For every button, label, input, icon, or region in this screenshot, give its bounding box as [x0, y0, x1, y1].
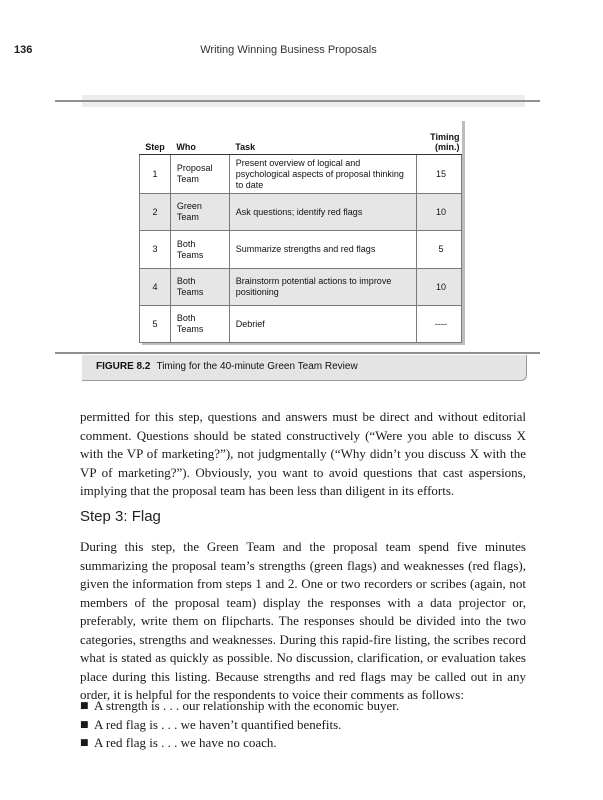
header-timing	[417, 121, 462, 155]
header-step: Step	[140, 121, 171, 155]
caption-text	[96, 361, 358, 372]
square-bullet-icon: ■	[80, 719, 89, 730]
bullet-list	[80, 697, 526, 753]
cell-who	[170, 306, 229, 343]
cell-who-line2: Teams	[176, 287, 204, 297]
figure-title: Timing for the 40-minute Green Team Review	[156, 361, 358, 372]
cell-task: Ask questions; identify red flags	[229, 194, 416, 231]
page-number: 136	[14, 44, 33, 56]
cell-who	[170, 231, 229, 269]
list-item-text: A red flag is . . . we haven’t quantified benefits.	[94, 716, 342, 732]
cell-who-line1: Both	[176, 238, 196, 249]
body-paragraph-2: During this step, the Green Team and the proposal team spend five minutes summarizing the proposal team’s strengths (green flags) and weaknesses (red flags), given the information from steps 1 and 2. One or two recorders or scribes (again, not members of the proposal team) display the responses with a data projector or, preferably, write them on flipcharts. The responses should be divided into the two categories, strengths and weaknesses. During this rapid-fire listing, the scribes record what is stated as quickly as possible. No discussion, clarification, or evaluation takes place during this listing. Because strengths and red flags may be called out in any order, it is helpful for the respondents to voice their comments as follows:	[80, 539, 526, 702]
running-head	[14, 44, 563, 60]
table-row	[140, 306, 462, 343]
cell-who-line1: Green	[176, 201, 202, 211]
list-item	[80, 697, 526, 716]
header-timing-line2: (min.)	[435, 142, 460, 152]
cell-who-line1: Both	[176, 313, 196, 323]
list-item-text: A red flag is . . . we have no coach.	[94, 735, 277, 750]
book-title: Writing Winning Business Proposals	[200, 44, 377, 56]
figure-label: FIGURE 8.2	[96, 361, 151, 372]
cell-who-line2: Team	[176, 212, 199, 222]
timing-table-wrapper	[139, 121, 462, 343]
timing-table	[139, 121, 462, 343]
cell-step: 3	[140, 231, 171, 269]
figure-top-rule	[55, 100, 540, 102]
list-item	[80, 734, 526, 753]
list-item	[80, 716, 526, 735]
square-bullet-icon: ■	[80, 738, 89, 748]
cell-who-line2: Teams	[176, 249, 204, 260]
cell-who	[170, 155, 229, 194]
body-paragraph-1: permitted for this step, questions and answers must be direct and without editorial comment. Questions should be stated constructively (“Were you able to discuss X with the VP of marketing?”), not judgmentally (“Why didn’t you discuss X with the VP of marketing?”). Obviously, you want to avoid questions that cast aspersions, implying that the proposal team has been less than diligent in its efforts.	[80, 409, 526, 498]
cell-timing: 10	[417, 269, 462, 306]
cell-step: 2	[140, 194, 171, 231]
cell-task: Summarize strengths and red flags	[229, 231, 416, 269]
section-heading: Step 3: Flag	[80, 508, 161, 525]
cell-timing: 5	[417, 231, 462, 269]
cell-who-line2: Team	[176, 174, 199, 184]
cell-task: Debrief	[229, 306, 416, 343]
cell-step: 5	[140, 306, 171, 343]
cell-step: 4	[140, 269, 171, 306]
table-header-row	[140, 121, 462, 155]
cell-who-line2: Teams	[176, 324, 204, 334]
cell-task: Brainstorm potential actions to improve positioning	[229, 269, 416, 306]
cell-timing: ----	[417, 306, 462, 343]
cell-timing: 10	[417, 194, 462, 231]
cell-who-line1: Proposal	[176, 163, 213, 173]
cell-timing: 15	[417, 155, 462, 194]
table-row	[140, 194, 462, 231]
table-row	[140, 269, 462, 306]
figure-caption	[82, 355, 527, 381]
header-task: Task	[229, 121, 416, 155]
cell-task: Present overview of logical and psychological aspects of proposal thinking to date	[229, 155, 416, 194]
cell-who-line1: Both	[176, 276, 196, 286]
table-row	[140, 231, 462, 269]
table-row	[140, 155, 462, 194]
list-item-text: A strength is . . . our relationship with the economic buyer.	[94, 698, 400, 713]
header-who: Who	[170, 121, 229, 155]
square-bullet-icon: ■	[80, 701, 89, 711]
cell-who	[170, 269, 229, 306]
caption-rule	[55, 352, 540, 354]
cell-step: 1	[140, 155, 171, 194]
header-timing-line1: Timing	[430, 132, 460, 142]
cell-who	[170, 194, 229, 231]
